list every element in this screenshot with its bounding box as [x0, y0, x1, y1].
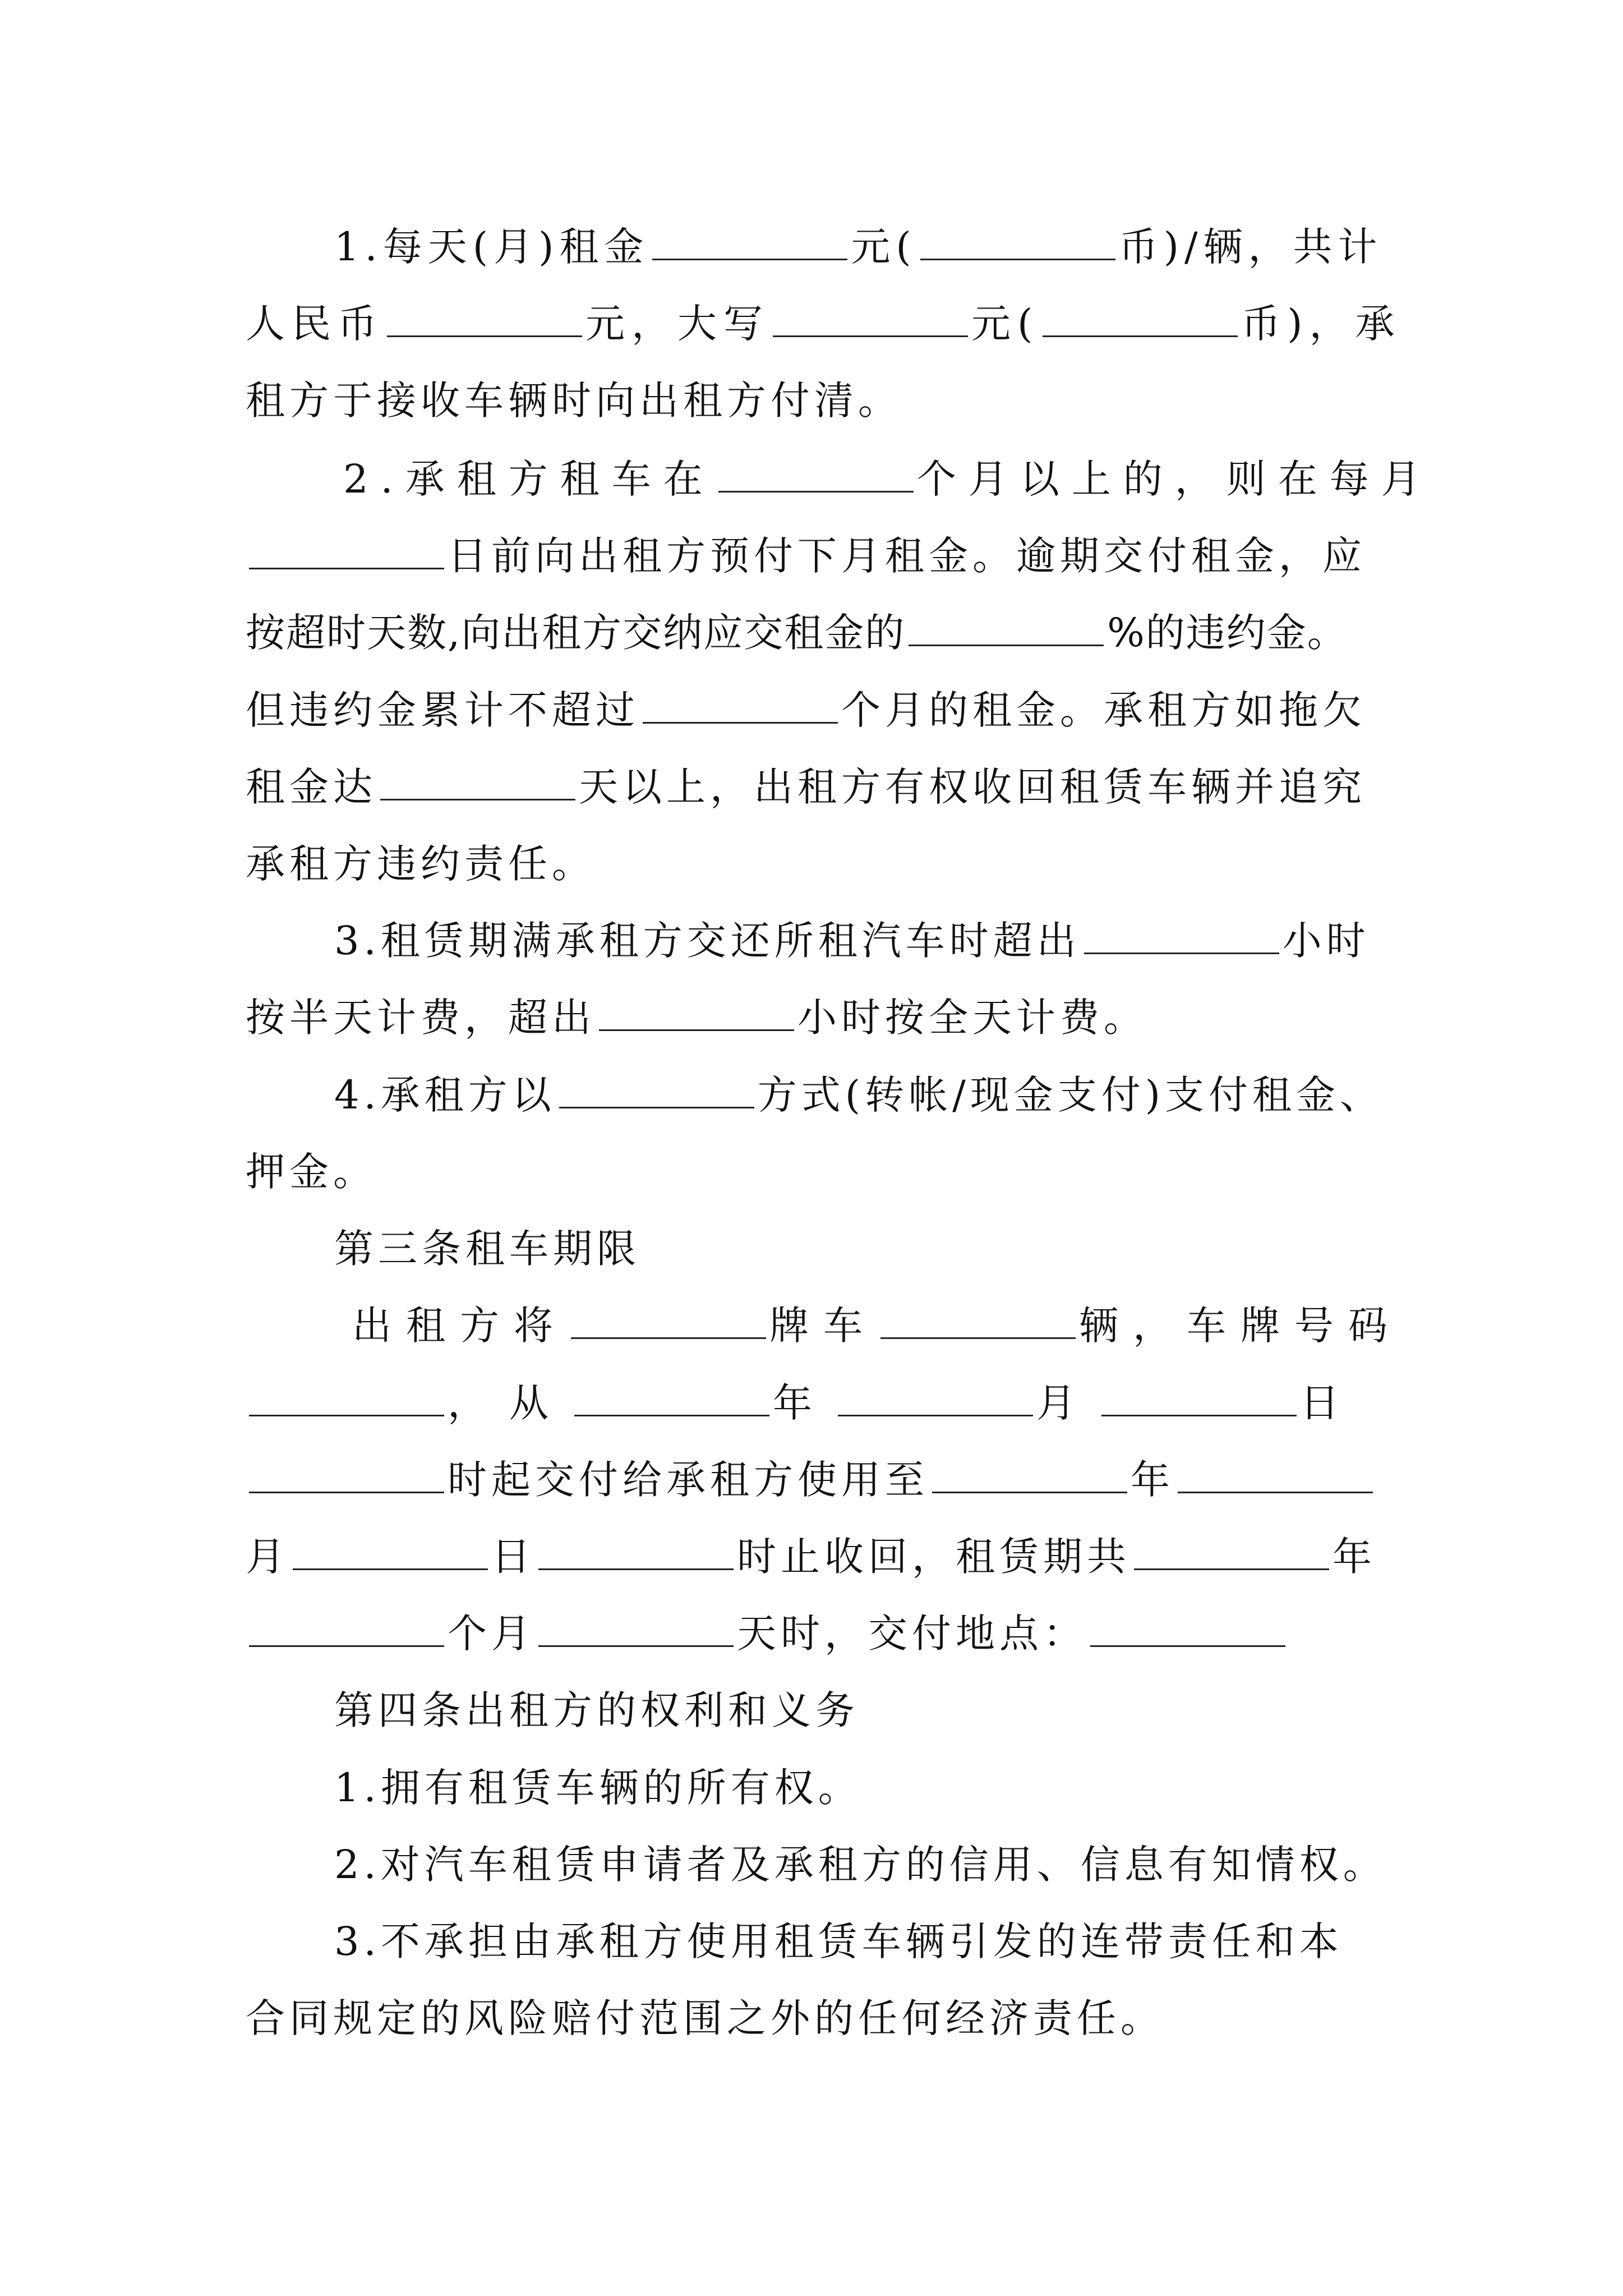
fill-in-blank[interactable] — [1084, 913, 1279, 954]
text-line-24 — [246, 1973, 1164, 2063]
text-segment: 2.承租方租车在 — [343, 456, 715, 502]
text-segment: 时起交付给承租方使用至 — [448, 1457, 929, 1503]
text-line-5 — [246, 511, 1366, 601]
fill-in-blank[interactable] — [652, 219, 847, 260]
text-segment: 月 — [1036, 1380, 1098, 1426]
text-line-10 — [334, 896, 1370, 986]
text-line-3 — [246, 356, 902, 445]
fill-in-blank[interactable] — [920, 219, 1115, 260]
text-segment: 方式(转帐/现金支付)支付租金、 — [757, 1072, 1384, 1118]
text-segment: 币)/辆，共计 — [1118, 224, 1383, 270]
text-line-8 — [246, 742, 1366, 832]
text-line-15 — [352, 1281, 1402, 1370]
text-segment: 第四条出租方的权利和义务 — [334, 1687, 859, 1733]
fill-in-blank[interactable] — [387, 296, 582, 337]
text-segment: 天以上，出租方有权收回租赁车辆并追究 — [579, 764, 1366, 810]
fill-in-blank[interactable] — [293, 1529, 488, 1570]
text-line-13 — [246, 1127, 377, 1217]
text-line-20 — [334, 1665, 859, 1755]
text-segment: 元( — [851, 224, 917, 270]
fill-in-blank[interactable] — [249, 1452, 444, 1493]
text-segment: 但违约金累计不超过 — [246, 687, 639, 733]
text-line-11 — [246, 973, 1147, 1062]
fill-in-blank[interactable] — [718, 452, 914, 493]
fill-in-blank[interactable] — [380, 760, 575, 800]
text-line-1 — [334, 202, 1383, 292]
fill-in-blank[interactable] — [538, 1529, 734, 1570]
text-segment: 按超时天数,向出租方交纳应交租金的 — [246, 610, 906, 656]
fill-in-blank[interactable] — [880, 1298, 1076, 1339]
text-segment: 年 — [773, 1380, 834, 1426]
fill-in-blank[interactable] — [571, 1298, 766, 1339]
text-segment: 牌车 — [769, 1303, 877, 1349]
text-segment: 年 — [1131, 1457, 1174, 1503]
text-segment: 月 — [246, 1534, 289, 1580]
fill-in-blank[interactable] — [249, 528, 444, 569]
text-segment: ，从 — [448, 1380, 571, 1426]
text-line-14 — [334, 1204, 640, 1294]
text-segment: 个月 — [448, 1611, 535, 1657]
text-line-4 — [343, 434, 1433, 524]
text-segment: 天时，交付地点： — [737, 1611, 1087, 1657]
text-line-17 — [246, 1435, 1376, 1525]
text-segment: 押金。 — [246, 1149, 377, 1195]
text-line-19 — [246, 1589, 1289, 1678]
fill-in-blank[interactable] — [1101, 1375, 1297, 1416]
text-segment: 元( — [971, 301, 1040, 347]
text-line-16 — [246, 1358, 1362, 1448]
text-line-6 — [246, 588, 1348, 678]
text-line-22 — [334, 1820, 1387, 1910]
text-line-9 — [246, 819, 596, 909]
text-segment: 个月以上的，则在每月 — [916, 456, 1433, 502]
fill-in-blank[interactable] — [773, 296, 968, 337]
text-segment: 承租方违约责任。 — [246, 841, 596, 887]
text-segment: 1.拥有租赁车辆的所有权。 — [334, 1765, 862, 1811]
fill-in-blank[interactable] — [538, 1606, 734, 1647]
fill-in-blank[interactable] — [1134, 1529, 1329, 1570]
text-segment: 辆，车牌号码 — [1079, 1303, 1402, 1349]
text-segment: 租金达 — [246, 764, 377, 810]
fill-in-blank[interactable] — [1043, 296, 1238, 337]
fill-in-blank[interactable] — [909, 605, 1104, 646]
text-line-21 — [334, 1743, 862, 1833]
text-segment: 4.承租方以 — [334, 1072, 556, 1118]
text-segment: 2.对汽车租赁申请者及承租方的信用、信息有知情权。 — [334, 1842, 1387, 1888]
text-segment: 人民币 — [246, 301, 384, 347]
text-segment: 第三条租车期限 — [334, 1226, 640, 1272]
text-segment: 合同规定的风险赔付范围之外的任何经济责任。 — [246, 1995, 1164, 2041]
text-segment: %的违约金。 — [1107, 610, 1348, 656]
text-line-23 — [334, 1897, 1343, 1986]
text-line-18 — [246, 1512, 1376, 1602]
fill-in-blank[interactable] — [249, 1375, 444, 1416]
text-segment: 日前向出租方预付下月租金。逾期交付租金，应 — [448, 533, 1366, 579]
text-segment: 日 — [1300, 1380, 1362, 1426]
fill-in-blank[interactable] — [574, 1375, 769, 1416]
text-line-7 — [246, 665, 1366, 755]
fill-in-blank[interactable] — [643, 683, 838, 724]
text-segment: 小时 — [1282, 918, 1370, 964]
fill-in-blank[interactable] — [599, 990, 794, 1031]
text-segment: 元，大写 — [585, 301, 769, 347]
text-segment: 3.租赁期满承租方交还所租汽车时超出 — [334, 918, 1081, 964]
fill-in-blank[interactable] — [1090, 1606, 1285, 1647]
text-segment: 1.每天(月)租金 — [334, 224, 649, 270]
text-segment: 按半天计费，超出 — [246, 995, 596, 1041]
text-line-2 — [246, 279, 1401, 369]
text-segment: 小时按全天计费。 — [797, 995, 1147, 1041]
fill-in-blank[interactable] — [838, 1375, 1033, 1416]
text-segment: 时止收回，租赁期共 — [737, 1534, 1131, 1580]
text-line-12 — [334, 1050, 1384, 1140]
fill-in-blank[interactable] — [559, 1068, 754, 1108]
text-segment: 日 — [491, 1534, 535, 1580]
fill-in-blank[interactable] — [1178, 1452, 1373, 1493]
fill-in-blank[interactable] — [249, 1606, 444, 1647]
text-segment: 年 — [1332, 1534, 1376, 1580]
text-segment: 个月的租金。承租方如拖欠 — [841, 687, 1366, 733]
text-segment: 出租方将 — [352, 1303, 568, 1349]
text-segment: 3.不承担由承租方使用租赁车辆引发的连带责任和本 — [334, 1918, 1343, 1964]
text-segment: 租方于接收车辆时向出租方付清。 — [246, 378, 902, 424]
text-segment: 币)，承 — [1241, 301, 1401, 347]
fill-in-blank[interactable] — [932, 1452, 1127, 1493]
